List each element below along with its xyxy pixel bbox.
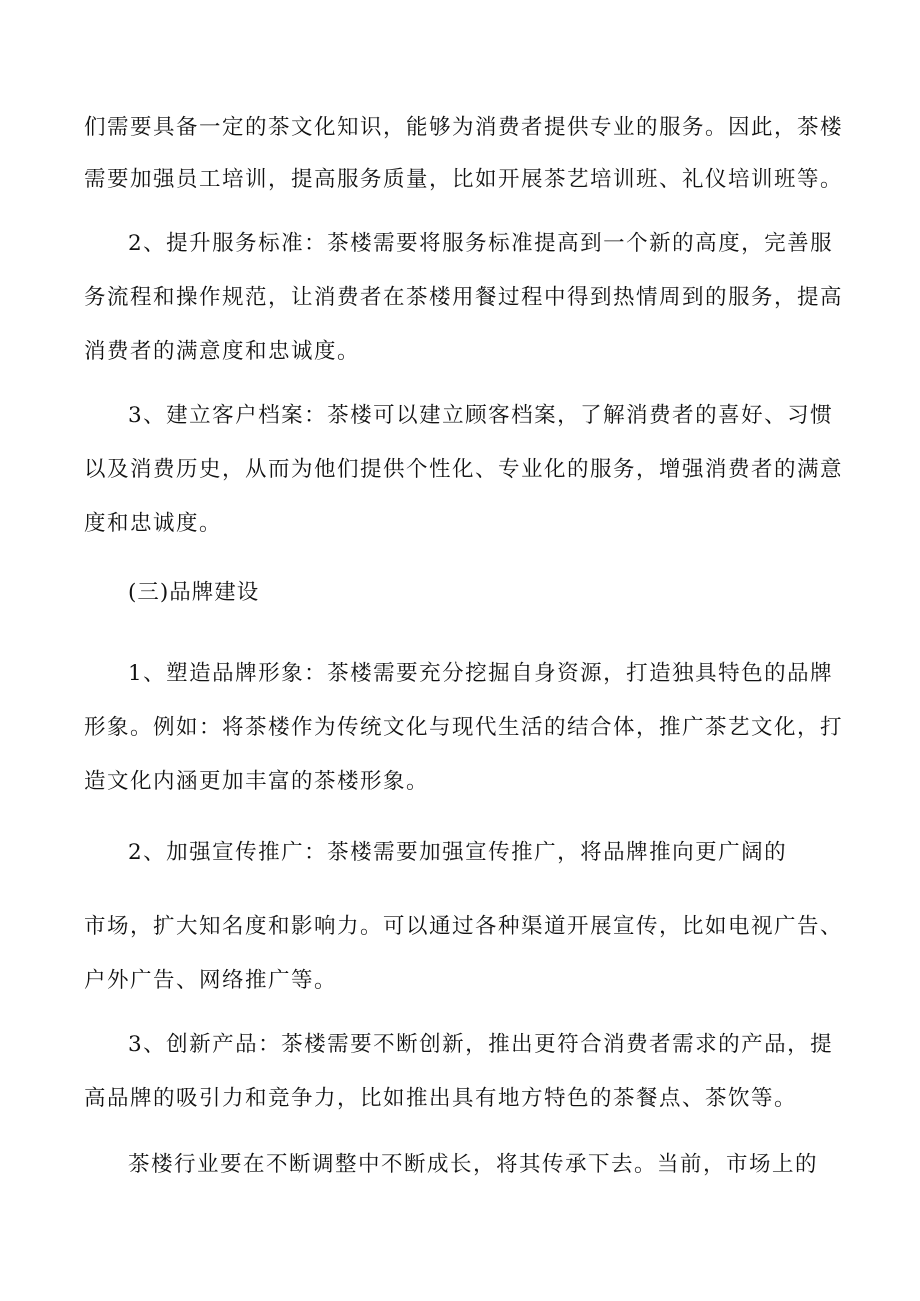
paragraph-line: 茶楼行业要在不断调整中不断成长，将其传承下去。当前，市场上的 <box>128 1152 819 1177</box>
paragraph-line: 以及消费历史，从而为他们提供个性化、专业化的服务，增强消费者的满意 <box>84 457 844 482</box>
paragraph-line: 度和忠诚度。 <box>84 511 223 536</box>
section-heading: (三)品牌建设 <box>128 580 260 605</box>
paragraph-line: 造文化内涵更加丰富的茶楼形象。 <box>84 769 430 794</box>
paragraph-line: 2、提升服务标准：茶楼需要将服务标准提高到一个新的高度，完善服 <box>128 231 834 256</box>
paragraph-line: 消费者的满意度和忠诚度。 <box>84 339 361 364</box>
paragraph-line: 形象。例如：将茶楼作为传统文化与现代生活的结合体，推广茶艺文化，打 <box>84 715 844 740</box>
paragraph-line: 市场，扩大知名度和影响力。可以通过各种渠道开展宣传，比如电视广告、 <box>84 914 844 939</box>
paragraph-line: 1、塑造品牌形象：茶楼需要充分挖掘自身资源，打造独具特色的品牌 <box>128 661 834 686</box>
paragraph-line: 高品牌的吸引力和竞争力，比如推出具有地方特色的茶餐点、茶饮等。 <box>84 1086 798 1111</box>
paragraph-line: 2、加强宣传推广：茶楼需要加强宣传推广，将品牌推向更广阔的 <box>128 840 788 865</box>
paragraph-line: 们需要具备一定的茶文化知识，能够为消费者提供专业的服务。因此，茶楼 <box>84 115 844 140</box>
paragraph-line: 3、创新产品：茶楼需要不断创新，推出更符合消费者需求的产品，提 <box>128 1032 834 1057</box>
paragraph-line: 需要加强员工培训，提高服务质量，比如开展茶艺培训班、礼仪培训班等。 <box>84 167 844 192</box>
paragraph-line: 3、建立客户档案：茶楼可以建立顾客档案，了解消费者的喜好、习惯 <box>128 403 834 428</box>
paragraph-line: 户外广告、网络推广等。 <box>84 968 338 993</box>
paragraph-line: 务流程和操作规范，让消费者在茶楼用餐过程中得到热情周到的服务，提高 <box>84 285 844 310</box>
